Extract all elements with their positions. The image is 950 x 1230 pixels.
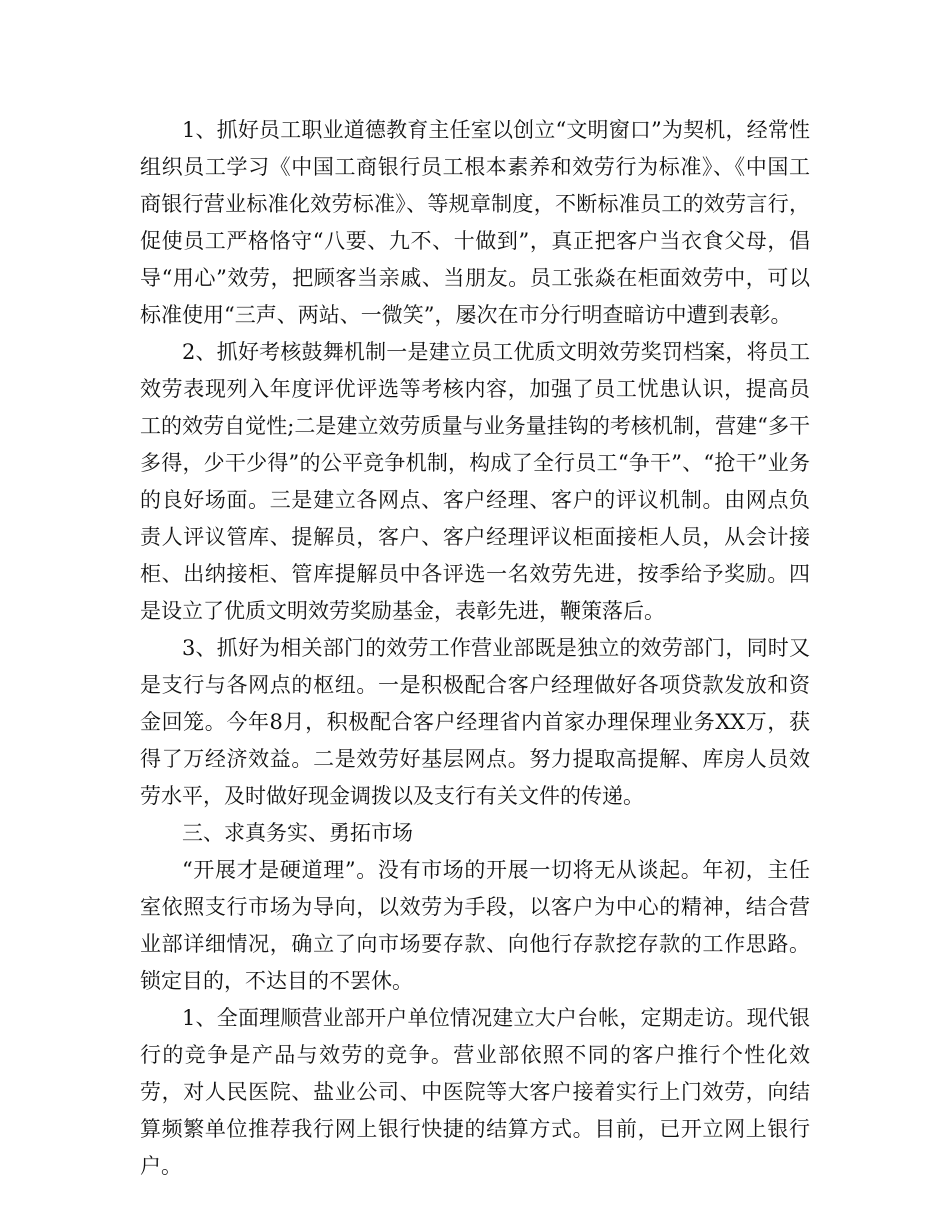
section-heading-market: 三、求真务实、勇拓市场 [182, 821, 413, 845]
paragraph-department-service: 3、抓好为相关部门的效劳工作营业部既是独立的效劳部门，同时又是支行与各网点的枢纽。一是积极配合客户经理做好各项贷款发放和资金回笼。今年8月，积极配合客户经理省内首家办理保理业务XX万，获得了万经济效益。二是效劳好基层网点。努力提取高提解、库房人员效劳水平，及时做好现金调拨以及支行有关文件的传递。 [140, 636, 810, 808]
paragraph-development: “开展才是硬道理”。没有市场的开展一切将无从谈起。年初，主任室依照支行市场为导向，以效劳为手段，以客户为中心的精神，结合营业部详细情况，确立了向市场要存款、向他行存款挖存款的工作思路。锁定目的，不达目的不罢休。 [140, 858, 810, 993]
paragraph-staff-ethics: 1、抓好员工职业道德教育主任室以创立“文明窗口”为契机，经常性组织员工学习《中国工商银行员工根本素养和效劳行为标准》、《中国工商银行营业标准化效劳标准》、等规章制度，不断标准员工的效劳言行，促使员工严格恪守“八要、九不、十做到”，真正把客户当衣食父母，倡导“用心”效劳，把顾客当亲戚、当朋友。员工张焱在柜面效劳中，可以标准使用“三声、两站、一微笑”，屡次在市分行明查暗访中遭到表彰。 [140, 118, 810, 327]
document-body [140, 112, 810, 1185]
paragraph-client-accounts: 1、全面理顺营业部开户单位情况建立大户台帐，定期走访。现代银行的竞争是产品与效劳的竞争。营业部依照不同的客户推行个性化效劳，对人民医院、盐业公司、中医院等大客户接着实行上门效劳，向结算频繁单位推荐我行网上银行快捷的结算方式。目前，已开立网上银行户。 [140, 1006, 810, 1178]
paragraph-incentive-mechanism: 2、抓好考核鼓舞机制一是建立员工优质文明效劳奖罚档案，将员工效劳表现列入年度评优评选等考核内容，加强了员工忧患认识，提高员工的效劳自觉性;二是建立效劳质量与业务量挂钩的考核机制，营建“多干多得，少干少得”的公平竞争机制，构成了全行员工“争干”、“抢干”业务的良好场面。三是建立各网点、客户经理、客户的评议机制。由网点负责人评议管库、提解员，客户、客户经理评议柜面接柜人员，从会计接柜、出纳接柜、管库提解员中各评选一名效劳先进，按季给予奖励。四是设立了优质文明效劳奖励基金，表彰先进，鞭策落后。 [140, 340, 810, 623]
